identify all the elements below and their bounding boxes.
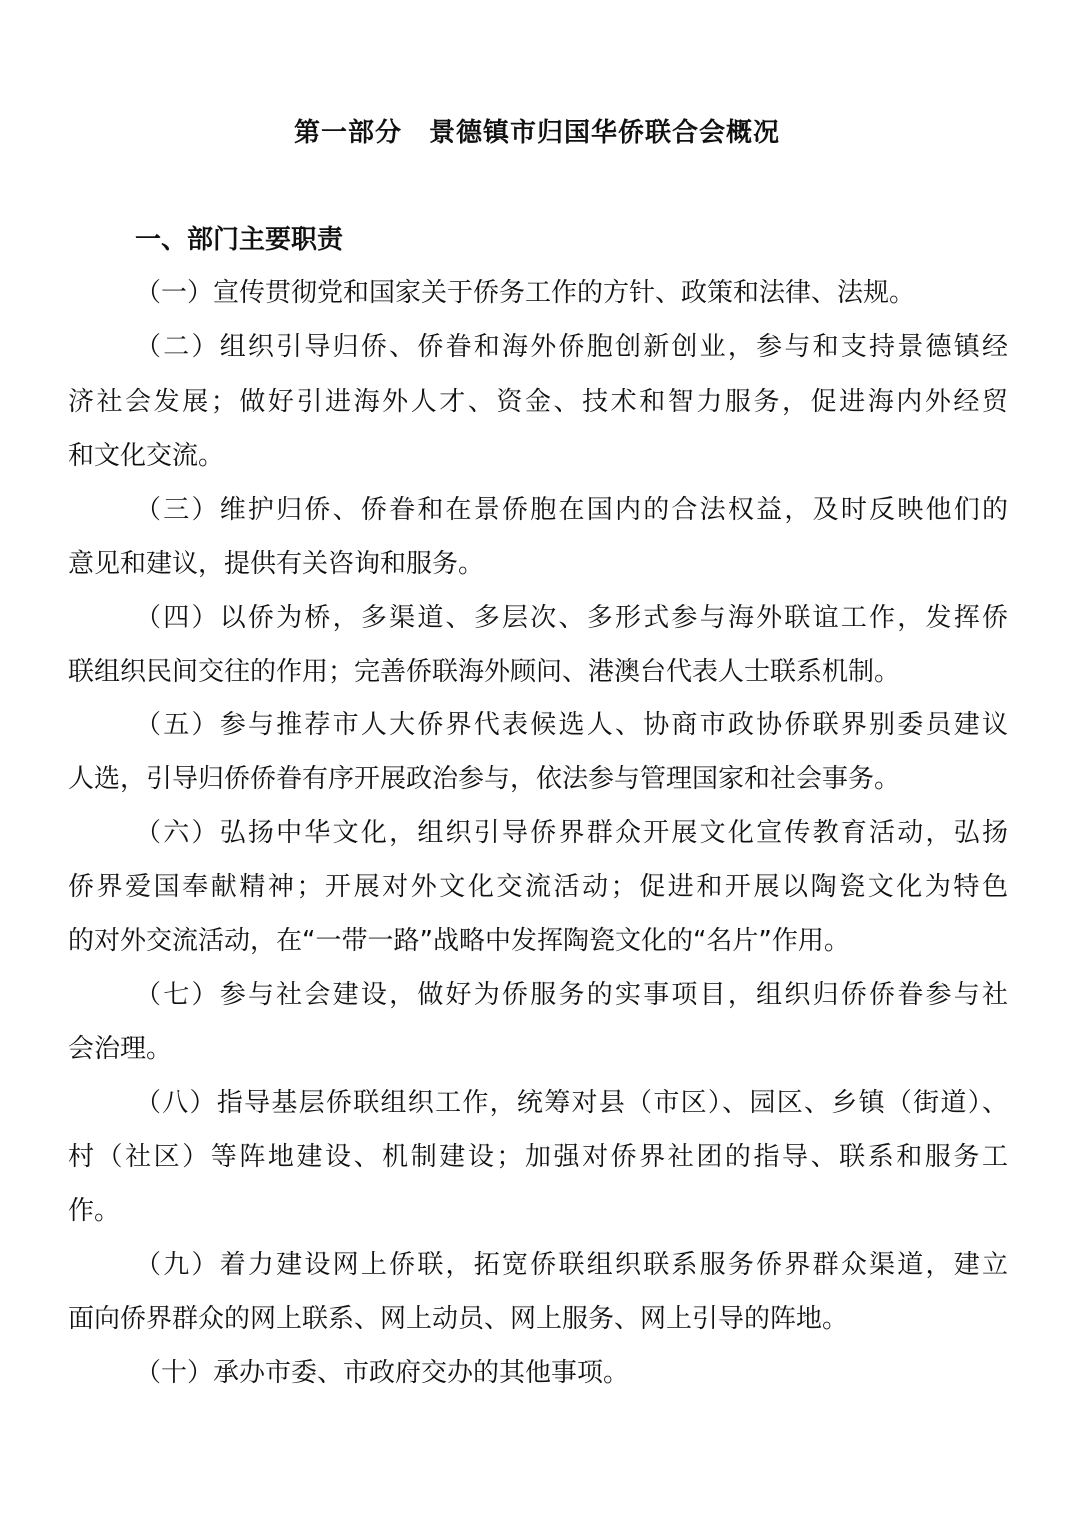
paragraph-line: （一）宣传贯彻党和国家关于侨务工作的方针、政策和法律、法规。 [135, 278, 916, 308]
paragraph-line: 村（社区）等阵地建设、机制建设；加强对侨界社团的指导、联系和服务工 [68, 1142, 1008, 1172]
paragraph-line: 和文化交流。 [68, 441, 225, 471]
paragraph-line: 会治理。 [68, 1034, 173, 1064]
paragraph-line: 意见和建议，提供有关咨询和服务。 [68, 549, 485, 579]
paragraph-line: （十）承办市委、市政府交办的其他事项。 [135, 1358, 630, 1388]
paragraph-line: （六）弘扬中华文化，组织引导侨界群众开展文化宣传教育活动，弘扬 [135, 818, 1008, 848]
paragraph-line: （五）参与推荐市人大侨界代表候选人、协商市政协侨联界别委员建议 [135, 710, 1008, 740]
section-heading: 一、部门主要职责 [135, 225, 344, 255]
paragraph-line: 作。 [68, 1196, 121, 1226]
paragraph-line: 联组织民间交往的作用；完善侨联海外顾问、港澳台代表人士联系机制。 [68, 657, 901, 687]
paragraph-line: 侨界爱国奉献精神；开展对外文化交流活动；促进和开展以陶瓷文化为特色 [68, 872, 1008, 902]
paragraph-line: （九）着力建设网上侨联，拓宽侨联组织联系服务侨界群众渠道，建立 [135, 1250, 1008, 1280]
paragraph-line: （三）维护归侨、侨眷和在景侨胞在国内的合法权益，及时反映他们的 [135, 495, 1008, 525]
paragraph-line: 人选，引导归侨侨眷有序开展政治参与，依法参与管理国家和社会事务。 [68, 764, 901, 794]
paragraph-line: 面向侨界群众的网上联系、网上动员、网上服务、网上引导的阵地。 [68, 1304, 849, 1334]
paragraph-line: （四）以侨为桥，多渠道、多层次、多形式参与海外联谊工作，发挥侨 [135, 603, 1008, 633]
paragraph-line: 济社会发展；做好引进海外人才、资金、技术和智力服务，促进海内外经贸 [68, 387, 1008, 417]
page-title: 第一部分 景德镇市归国华侨联合会概况 [293, 118, 780, 148]
paragraph-line: 的对外交流活动，在“一带一路”战略中发挥陶瓷文化的“名片”作用。 [68, 926, 850, 956]
paragraph-line: （八）指导基层侨联组织工作，统筹对县（市区）、园区、乡镇（街道）、 [135, 1088, 1008, 1118]
paragraph-line: （七）参与社会建设，做好为侨服务的实事项目，组织归侨侨眷参与社 [135, 980, 1008, 1010]
paragraph-line: （二）组织引导归侨、侨眷和海外侨胞创新创业，参与和支持景德镇经 [135, 332, 1008, 362]
